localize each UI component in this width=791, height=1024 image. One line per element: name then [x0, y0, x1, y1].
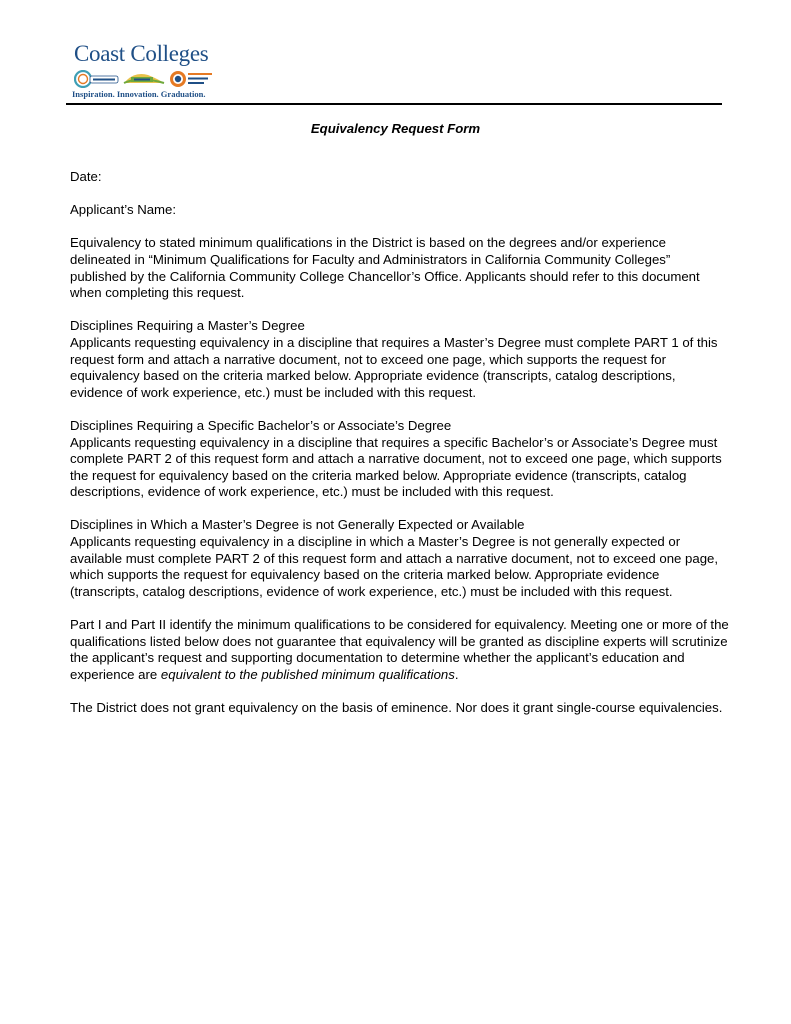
section-text: Applicants requesting equivalency in a discipline that requires a Master’s Degree must complete PART 1 of this request form and attach a narrative document, not to exceed one page, which supports the request for equivalency based on the criteria marked below. Appropriate evidence (transcripts, catalog descriptions, evidence of work experience, etc.) must be included with this request. — [70, 334, 718, 400]
college-badges-graphic — [74, 70, 214, 88]
document-body — [70, 169, 730, 717]
parts-note-emphasis: equivalent to the published minimum qualifications — [160, 666, 455, 682]
parts-note-end: . — [454, 666, 459, 682]
section-text: Applicants requesting equivalency in a discipline in which a Master’s Degree is not generally expected or available must complete PART 2 of this request form and attach a narrative document, not to exceed one page, which supports the request for equivalency based on the criteria marked below. Appropriate evidence (transcripts, catalog descriptions, evidence of work experience, etc.) must be included with this request. — [70, 534, 719, 599]
closing-paragraph: The District does not grant equivalency on the basis of eminence. Nor does it grant single-course equivalencies. — [70, 700, 723, 715]
coast-colleges-logo — [70, 40, 216, 100]
date-label: Date: — [70, 169, 102, 184]
section-heading: Disciplines Requiring a Specific Bachelor’s or Associate’s Degree — [70, 417, 452, 433]
form-title: Equivalency Request Form — [310, 121, 481, 136]
intro-paragraph: Equivalency to stated minimum qualifications in the District is based on the degrees and/or experience delineated in “Minimum Qualifications for Faculty and Administrators in California Community Colleges” published by the California Community College Chancellor’s Office. Applicants should refer to this document when completing this request. — [70, 235, 700, 301]
logo-tagline: Inspiration. Innovation. Graduation. — [72, 89, 206, 99]
parts-note-text: Part I and Part II identify the minimum qualifications to be considered for equivalency. Meeting one or more of the qualifications listed below does not guarantee that equivalency will be granted as discipline experts will scrutinize the applicant’s request and supporting documentation to determine whether the applicant’s education and experience are — [70, 617, 729, 682]
orange-coast-badge — [170, 71, 212, 87]
section-heading: Disciplines Requiring a Master’s Degree — [70, 318, 305, 334]
gwc-badge — [124, 74, 164, 83]
section-text: Applicants requesting equivalency in a discipline that requires a specific Bachelor’s or Associate’s Degree must complete PART 2 of this request form and attach a narrative document, not to exceed one page, which supports the request for equivalency based on the criteria marked below. Appropriate evidence (transcripts, catalog descriptions, evidence of work experience, etc.) must be included with this request. — [70, 434, 722, 500]
applicant-name-label: Applicant’s Name: — [70, 202, 177, 218]
parts-note-paragraph — [70, 617, 730, 683]
section-heading: Disciplines in Which a Master’s Degree is not Generally Expected or Available — [70, 517, 525, 533]
header-divider — [66, 103, 722, 105]
logo-title: Coast Colleges — [74, 41, 209, 66]
coastline-badge — [75, 71, 118, 87]
